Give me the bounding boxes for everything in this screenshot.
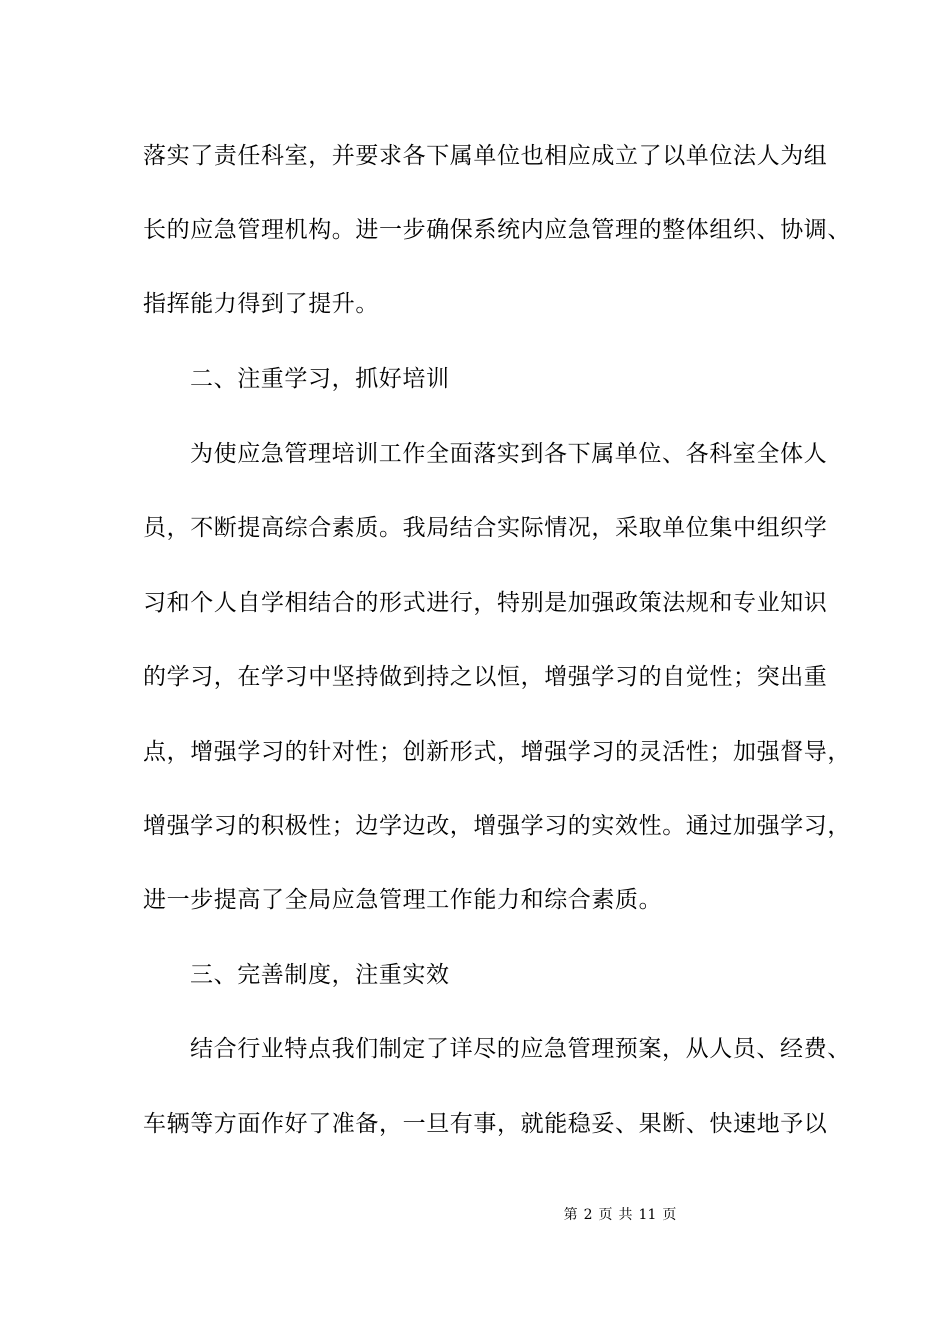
section-heading: 三、完善制度，注重实效 [190, 962, 450, 988]
text-line: 落实了责任科室，并要求各下属单位也相应成立了以单位法人为组 [143, 143, 828, 169]
page-number: 第 2 页 共 11 页 [563, 1207, 677, 1223]
text-line: 增强学习的积极性；边学边改，增强学习的实效性。通过加强学习， [143, 813, 851, 839]
text-line: 结合行业特点我们制定了详尽的应急管理预案，从人员、经费、 [190, 1036, 851, 1062]
section-heading: 二、注重学习，抓好培训 [190, 366, 450, 392]
text-line: 进一步提高了全局应急管理工作能力和综合素质。 [143, 887, 663, 913]
total-page-count: 11 [638, 1207, 657, 1223]
text-line: 车辆等方面作好了准备，一旦有事，就能稳妥、果断、快速地予以 [143, 1111, 828, 1137]
current-page-number: 2 [583, 1207, 593, 1223]
text-line: 的学习，在学习中坚持做到持之以恒，增强学习的自觉性；突出重 [143, 664, 828, 690]
text-line: 为使应急管理培训工作全面落实到各下属单位、各科室全体人 [190, 441, 828, 467]
text-line: 点，增强学习的针对性；创新形式，增强学习的灵活性；加强督导， [143, 739, 851, 765]
text-line: 长的应急管理机构。进一步确保系统内应急管理的整体组织、协调、 [143, 217, 851, 243]
text-line: 习和个人自学相结合的形式进行，特别是加强政策法规和专业知识 [143, 590, 828, 616]
page-footer [0, 1206, 950, 1224]
text-line: 员，不断提高综合素质。我局结合实际情况，采取单位集中组织学 [143, 515, 828, 541]
text-line: 指挥能力得到了提升。 [143, 291, 379, 317]
